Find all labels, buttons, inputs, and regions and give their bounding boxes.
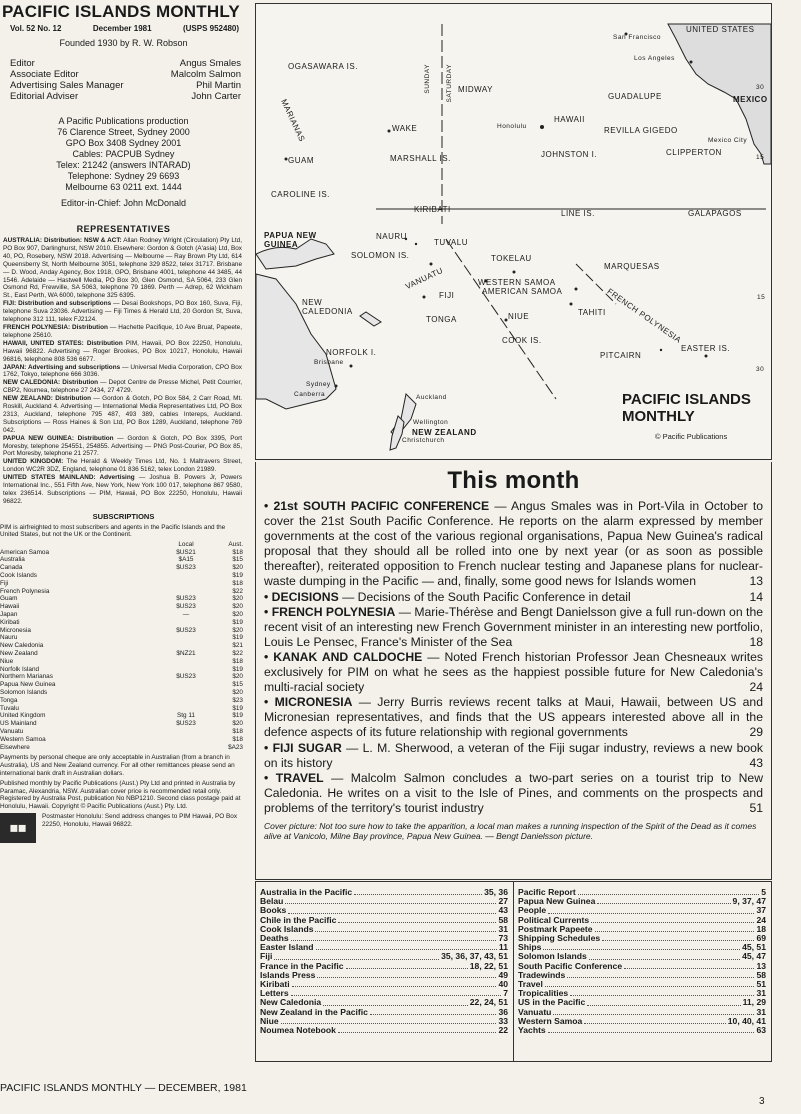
map-label-mexico: MEXICO bbox=[733, 95, 768, 104]
map-label-marianas: MARIANAS bbox=[279, 97, 307, 144]
contents-item: • TRAVEL — Malcolm Salmon concludes a two-part series on a tourist trip to New Caledonia. He writes on a visit to the Isle of Pines, and comments on the prospects and problems of the territory's tourist industry 51 bbox=[264, 770, 764, 815]
rate-row: Vanuatu $18 bbox=[0, 727, 243, 735]
rate-row: French Polynesia $22 bbox=[0, 587, 243, 595]
map-label-vanuatu: VANUATU bbox=[403, 265, 445, 292]
index-row: Postmark Papeete 18 bbox=[518, 923, 766, 934]
map-latitude: 15 bbox=[757, 294, 766, 301]
rate-row: Australia $A15 $15 bbox=[0, 556, 243, 564]
index-row: Letters 7 bbox=[260, 988, 508, 999]
postmaster-row bbox=[0, 813, 243, 843]
map-label-new-zealand: NEW ZEALAND bbox=[412, 428, 477, 437]
map-label-clipperton: CLIPPERTON bbox=[666, 148, 722, 157]
map-label-american-samoa: AMERICAN SAMOA bbox=[482, 287, 563, 296]
map-label-mexico-city: Mexico City bbox=[708, 137, 748, 144]
subscriptions-heading: SUBSCRIPTIONS bbox=[92, 511, 155, 521]
map-label-wellington: Wellington bbox=[413, 419, 449, 426]
index-row: Deaths 73 bbox=[260, 933, 508, 944]
map-latitude: 30 bbox=[756, 366, 765, 373]
footer-page-number: 3 bbox=[759, 1096, 765, 1107]
map-label-san-francisco: San Francisco bbox=[613, 34, 662, 41]
contents-item: • KANAK AND CALDOCHE — Noted French historian Professor Jean Chesneaux writes exclusively for PIM on what he sees as the happiest possible future for New Caledonia's multi-racial society 24 bbox=[264, 649, 763, 695]
editor-in-chief: Editor-in-Chief: John McDonald bbox=[60, 198, 187, 208]
rate-row: American Samoa $US21 $18 bbox=[0, 548, 243, 556]
index-row: France in the Pacific 18, 22, 51 bbox=[260, 960, 508, 971]
payment-note: Payments by personal cheque are only acceptable in Australian (from a branch in Australia), US and New Zealand currency. For all other remittances please send an international bank draft in Australian dollars. bbox=[0, 754, 235, 777]
map-label-marshall: MARSHALL IS. bbox=[390, 154, 451, 163]
map-label-tokelau: TOKELAU bbox=[491, 254, 532, 263]
map-label-nauru: NAURU bbox=[376, 232, 407, 241]
representatives-heading: REPRESENTATIVES bbox=[76, 224, 171, 234]
rate-row: Elsewhere $A23 bbox=[0, 743, 243, 751]
index-row: New Zealand in the Pacific 36 bbox=[260, 1006, 508, 1017]
rate-row: Tonga $23 bbox=[0, 696, 243, 704]
rate-row: Kiribati $19 bbox=[0, 618, 243, 626]
staff-row: Editor Angus Smales bbox=[10, 58, 241, 69]
index-row: Kiribati 40 bbox=[260, 979, 508, 990]
rate-row: New Caledonia $21 bbox=[0, 642, 243, 650]
rate-row: Solomon Islands $20 bbox=[0, 688, 243, 696]
index-row: Papua New Guinea 9, 37, 47 bbox=[518, 896, 766, 907]
map-label-brisbane: Brisbane bbox=[314, 359, 344, 366]
index-row: Solomon Islands 45, 47 bbox=[518, 951, 766, 962]
rep-entry: NEW CALEDONIA: Distribution — Depot Centre de Presse Michel, Petit Courrier, CBP2, Noumea, telephone 27 2434, 27 4729. bbox=[3, 379, 242, 395]
index-row: South Pacific Conference 13 bbox=[518, 960, 766, 971]
map-label-tuvalu: TUVALU bbox=[434, 238, 468, 247]
rate-row: Cook Islands $19 bbox=[0, 572, 243, 579]
subject-index bbox=[255, 881, 772, 1062]
map-latitude: 15 bbox=[756, 154, 765, 161]
map-label-png: PAPUA NEW GUINEA bbox=[264, 231, 317, 249]
rate-row: Niue $18 bbox=[0, 657, 243, 665]
contents-item: • DECISIONS — Decisions of the South Pacific Conference in detail 14 bbox=[264, 589, 763, 604]
staff-row: Associate Editor Malcolm Salmon bbox=[10, 69, 241, 80]
rate-row: Fiji $18 bbox=[0, 579, 243, 587]
rep-entry: JAPAN: Advertising and subscriptions — Universal Media Corporation, CPO Box 1762, Tokyo, telephone 666 3036. bbox=[3, 363, 242, 379]
index-row: Niue 33 bbox=[260, 1015, 508, 1026]
map-label-hawaii: HAWAII bbox=[554, 115, 585, 124]
map-label-wake: WAKE bbox=[392, 124, 418, 133]
rate-row: Nauru $19 bbox=[0, 634, 243, 642]
page-number: 13 bbox=[749, 574, 763, 589]
contents-item: • MICRONESIA — Jerry Burris reviews recent talks at Maui, Hawaii, between US and Micronesian representatives, and finds that the US appears interested above all in the defence aspects of its future relationship with regional governments 29 bbox=[264, 695, 763, 740]
index-row: Travel 51 bbox=[518, 979, 766, 990]
index-row: People 37 bbox=[518, 905, 766, 916]
rate-row: Guam $US23 $20 bbox=[0, 595, 243, 603]
index-column-right bbox=[514, 882, 771, 1061]
rep-entry: UNITED KINGDOM: The Herald & Weekly Times Ltd, No. 1 Maltravers Street, London WC2R 3DZ, England, telephone 01 836 5162, telex London 21989. bbox=[3, 458, 242, 474]
contents-item: • FIJI SUGAR — L. M. Sherwood, a veteran of the Fiji sugar industry, reviews a new book on its history 43 bbox=[264, 740, 763, 770]
rate-row: US Mainland $US23 $20 bbox=[0, 720, 243, 728]
map-label-norfolk: NORFOLK I. bbox=[326, 348, 377, 357]
map-label-line-is: LINE IS. bbox=[561, 209, 595, 218]
cover-caption: Cover picture: Not too sure how to take the apparition, a local man makes a running inspection of the Spirit of the Dead as it comes alive at Vanicolo, Milne Bay province, Papua New Guinea. — Bengt Danielsson picture. bbox=[264, 820, 757, 841]
index-row: Australia in the Pacific 35, 36 bbox=[260, 887, 508, 897]
page-number: 43 bbox=[749, 755, 763, 770]
map-label-christchurch: Christchurch bbox=[402, 437, 445, 444]
index-row: Ships 45, 51 bbox=[518, 942, 766, 953]
map-label-united-states: UNITED STATES bbox=[686, 25, 755, 34]
subscriptions-note: PIM is airfreighted to most subscribers and agents in the Pacific Islands and the United States, but not the UK or the Continent. bbox=[0, 523, 226, 539]
rep-entry: NEW ZEALAND: Distribution — Gordon & Gotch, PO Box 584, 2 Carr Road, Mt. Roskill, Auckland 4. Advertising — International Media Representatives Ltd, PO Box 2313, Auckland, telephone 795 487, 493 389, cables Intereps, Auckland. Subscriptions — Ross Haines & Son Ltd, PO Box 1289, Auckland, telephone 769 042. bbox=[3, 395, 242, 434]
rates-header: Local Aust. bbox=[178, 540, 243, 548]
rate-row: Hawaii $US23 $20 bbox=[0, 603, 243, 611]
index-row: Tradewinds 58 bbox=[518, 969, 766, 980]
map-label-marquesas: MARQUESAS bbox=[604, 262, 660, 271]
map-label-saturday: SATURDAY bbox=[446, 64, 453, 103]
rep-entry: HAWAII, UNITED STATES: Distribution PIM, Hawaii, PO Box 22250, Honolulu, Hawaii 96822. Advertising — Roger Brookes, PO Box 10217, Honolulu, Hawaii 96816, telephone 808 536 6677. bbox=[3, 339, 242, 363]
map-label-revilla-gigedo: REVILLA GIGEDO bbox=[604, 126, 678, 135]
index-row: Fiji 35, 36, 37, 43, 51 bbox=[260, 951, 508, 962]
index-row: Vanuatu 31 bbox=[518, 1006, 766, 1017]
representatives-list bbox=[3, 237, 242, 506]
map-label-galapagos: GALAPAGOS bbox=[688, 209, 742, 218]
map-label-tonga: TONGA bbox=[426, 315, 457, 324]
rate-row: Norfolk Island $19 bbox=[0, 665, 243, 673]
index-row: US in the Pacific 11, 29 bbox=[518, 997, 766, 1008]
rate-row: Japan — $20 bbox=[0, 610, 243, 618]
volume: Vol. 52 No. 12 bbox=[10, 24, 62, 33]
map-label-kiribati: KIRIBATI bbox=[414, 205, 451, 214]
rate-row: Micronesia $US23 $20 bbox=[0, 626, 243, 634]
page-number: 14 bbox=[749, 589, 763, 604]
map-label-fiji: FIJI bbox=[439, 291, 455, 300]
rate-row: Tuvalu $19 bbox=[0, 704, 243, 712]
rep-entry: UNITED STATES MAINLAND: Advertising — Joshua B. Powers Jr, Powers International Inc., 551 Fifth Ave, New York, New York 100 017, telephone 867 9580, telex 236514. Subscriptions — PIM, Hawaii, PO Box 22250, Honolulu, Hawaii 96822. bbox=[3, 474, 243, 505]
index-row: Easter Island 11 bbox=[260, 942, 508, 953]
index-row: Political Currents 24 bbox=[518, 914, 766, 925]
map-label-canberra: Canberra bbox=[294, 391, 326, 398]
rep-entry: FRENCH POLYNESIA: Distribution — Hachette Pacifique, 10 Ave Bruat, Papeete, telephone 25610. bbox=[3, 323, 242, 339]
index-row: Books 43 bbox=[260, 905, 508, 916]
magazine-title: PACIFIC ISLANDS MONTHLY bbox=[2, 2, 240, 21]
rate-row: Northern Marianas $US23 $20 bbox=[0, 673, 243, 681]
index-row: Belau 27 bbox=[260, 896, 508, 907]
index-row: Islands Press 49 bbox=[260, 969, 508, 980]
map-label-french-polynesia: FRENCH POLYNESIA bbox=[605, 286, 683, 345]
map-label-midway: MIDWAY bbox=[458, 85, 493, 94]
rate-row: United Kingdom Stg 11 $19 bbox=[0, 712, 243, 720]
rate-row: New Zealand $NZ21 $22 bbox=[0, 649, 243, 657]
map-label-solomon: SOLOMON IS. bbox=[351, 251, 410, 260]
map-label-sunday: SUNDAY bbox=[424, 64, 431, 94]
map-label-sydney: Sydney bbox=[306, 381, 331, 388]
page-number: 29 bbox=[749, 725, 763, 740]
this-month-box bbox=[255, 462, 772, 880]
map-label-guadalupe: GUADALUPE bbox=[608, 92, 662, 101]
usps: (USPS 952480) bbox=[182, 24, 239, 33]
staff-row: Advertising Sales Manager Phil Martin bbox=[10, 80, 241, 91]
index-row: Cook Islands 31 bbox=[260, 923, 508, 934]
index-row: Pacific Report 5 bbox=[518, 887, 766, 897]
masthead-column bbox=[0, 0, 247, 1075]
map-credit: © Pacific Publications bbox=[655, 432, 728, 441]
map-label-caroline: CAROLINE IS. bbox=[271, 190, 330, 199]
map-label-new-caledonia: NEW CALEDONIA bbox=[302, 298, 353, 316]
issue-date: December 1981 bbox=[92, 24, 152, 33]
rate-row: Western Samoa $18 bbox=[0, 735, 243, 743]
staff-row: Editorial Adviser John Carter bbox=[10, 91, 241, 102]
map-label-niue: NIUE bbox=[508, 312, 530, 321]
map-label-easter: EASTER IS. bbox=[681, 344, 731, 353]
map-label-western-samoa: WESTERN SAMOA bbox=[478, 278, 556, 287]
index-row: Western Samoa 10, 40, 41 bbox=[518, 1015, 766, 1026]
staff-list bbox=[10, 58, 241, 102]
rep-entry: AUSTRALIA: Distribution: NSW & ACT: Allan Rodney Wright (Circulation) Pty Ltd, PO Box 907, Darlinghurst, NSW 2010. Elsewhere: Gordon & Gotch (A'asia) Ltd, Box 40, PO, Rosebery, NSW 2018. Advertising — Melbourne — Ray Brown Pty Ltd, 614 Queensberry St, North Melbourne 3051, telephone 329 8522, telex 31717. Brisbane — D. Wood, Anday Agency, Box 1918, GPO, Brisbane 4001, telephone 44 3485, 44 1546. Adelaide — Hastwell Media, PO Box 30, Glen Osmond, SA 5064, 233 Glen Osmond Rd, Frewville, SA 5063, telephone 79 1869. Perth — Adrep, 62 Wickham St., East Perth, WA 6000, telephone 325 6395. bbox=[3, 237, 242, 300]
publisher-logo: ◼◼ bbox=[0, 813, 36, 843]
issue-line bbox=[10, 24, 239, 33]
footer-title: PACIFIC ISLANDS MONTHLY — DECEMBER, 1981 bbox=[0, 1082, 247, 1094]
rep-entry: PAPUA NEW GUINEA: Distribution — Gordon & Gotch, PO Box 3395, Port Moresby, telephone 254551, 254855. Advertising — PNG Post-Courier, PO Box 85, Port Moresby, telephone 21 2577. bbox=[3, 434, 242, 458]
pacific-map bbox=[255, 3, 772, 460]
contents-item: • 21st SOUTH PACIFIC CONFERENCE — Angus Smales was in Port-Vila in October to cover the 21st South Pacific Conference. He reports on the alarm expressed by member governments at the cost of the various regional organisations, Papua New Guinea's radical proposal that they should all be rolled into one by next year (or as soon as possible thereafter), reiterated opposition to French nuclear testing and Japanese plans for nuclear-waste dumping in the Pacific — and, finally, some good news for Islands women 13 bbox=[264, 499, 764, 589]
rates-table bbox=[0, 541, 243, 752]
index-row: Noumea Notebook 22 bbox=[260, 1025, 508, 1036]
index-row: Shipping Schedules 69 bbox=[518, 933, 766, 944]
publisher-address: A Pacific Publications production 76 Clarence Street, Sydney 2000 GPO Box 3408 Sydney 2001 Cables: PACPUB Sydney Telex: 21242 (answers INTARAD) Telephone: Sydney 29 6693 Melbourne 63 0211 ext. 1444 bbox=[56, 116, 191, 192]
page-number: 51 bbox=[749, 800, 763, 815]
map-label-pitcairn: PITCAIRN bbox=[600, 351, 642, 360]
index-row: Tropicalities 31 bbox=[518, 988, 766, 999]
this-month-heading: This month bbox=[447, 467, 580, 494]
index-row: Chile in the Pacific 58 bbox=[260, 914, 508, 925]
publishing-note: Published monthly by Pacific Publications (Aust.) Pty Ltd and printed in Australia by Paramac, Alexandria, NSW. Australian cover price is recommended retail only. Registered by Australia Post, publication No NBP1210. Second class postage paid at Honolulu, Hawaii. Copyright © Pacific Publications (Aust.) Pty. Ltd. bbox=[0, 780, 241, 810]
map-label-auckland: Auckland bbox=[416, 394, 447, 401]
rate-row: Papua New Guinea $15 bbox=[0, 681, 243, 689]
map-label-tahiti: TAHITI bbox=[578, 308, 606, 317]
founded-line: Founded 1930 by R. W. Robson bbox=[59, 38, 188, 48]
map-latitude: 30 bbox=[756, 84, 765, 91]
index-row: Yachts 63 bbox=[518, 1025, 766, 1036]
map-title: PACIFIC ISLANDS MONTHLY bbox=[622, 391, 751, 425]
rate-row: Canada $US23 $20 bbox=[0, 564, 243, 572]
map-label-cook-is: COOK IS. bbox=[502, 336, 542, 345]
map-label-guam: GUAM bbox=[288, 156, 314, 165]
index-column-left bbox=[256, 882, 514, 1061]
map-label-ogasawara: OGASAWARA IS. bbox=[288, 62, 358, 71]
map-label-los-angeles: Los Angeles bbox=[634, 55, 675, 62]
index-row: New Caledonia 22, 24, 51 bbox=[260, 997, 508, 1008]
postmaster-note: Postmaster Honolulu: Send address changes to PIM Hawaii, PO Box 22250, Honolulu, Hawaii 96822. bbox=[42, 813, 238, 829]
page-number: 24 bbox=[749, 680, 763, 695]
page-number: 18 bbox=[749, 634, 763, 649]
contents-item: • FRENCH POLYNESIA — Marie-Thérèse and Bengt Danielsson give a full run-down on the recent visit of an interesting new French Government minister in an interesting new portfolio, Louis Le Pensec, France's Minister of the Sea 18 bbox=[264, 604, 763, 649]
map-label-johnston: JOHNSTON I. bbox=[541, 150, 598, 159]
map-label-honolulu: Honolulu bbox=[497, 123, 527, 130]
rep-entry: FIJI: Distribution and subscriptions — Desai Bookshops, PO Box 160, Suva, Fiji, telephone Suva 23036. Advertising — Fiji Times & Herald Ltd, 20 Gordon St, Suva, telephone 312 111, telex FJ2124. bbox=[3, 300, 242, 324]
